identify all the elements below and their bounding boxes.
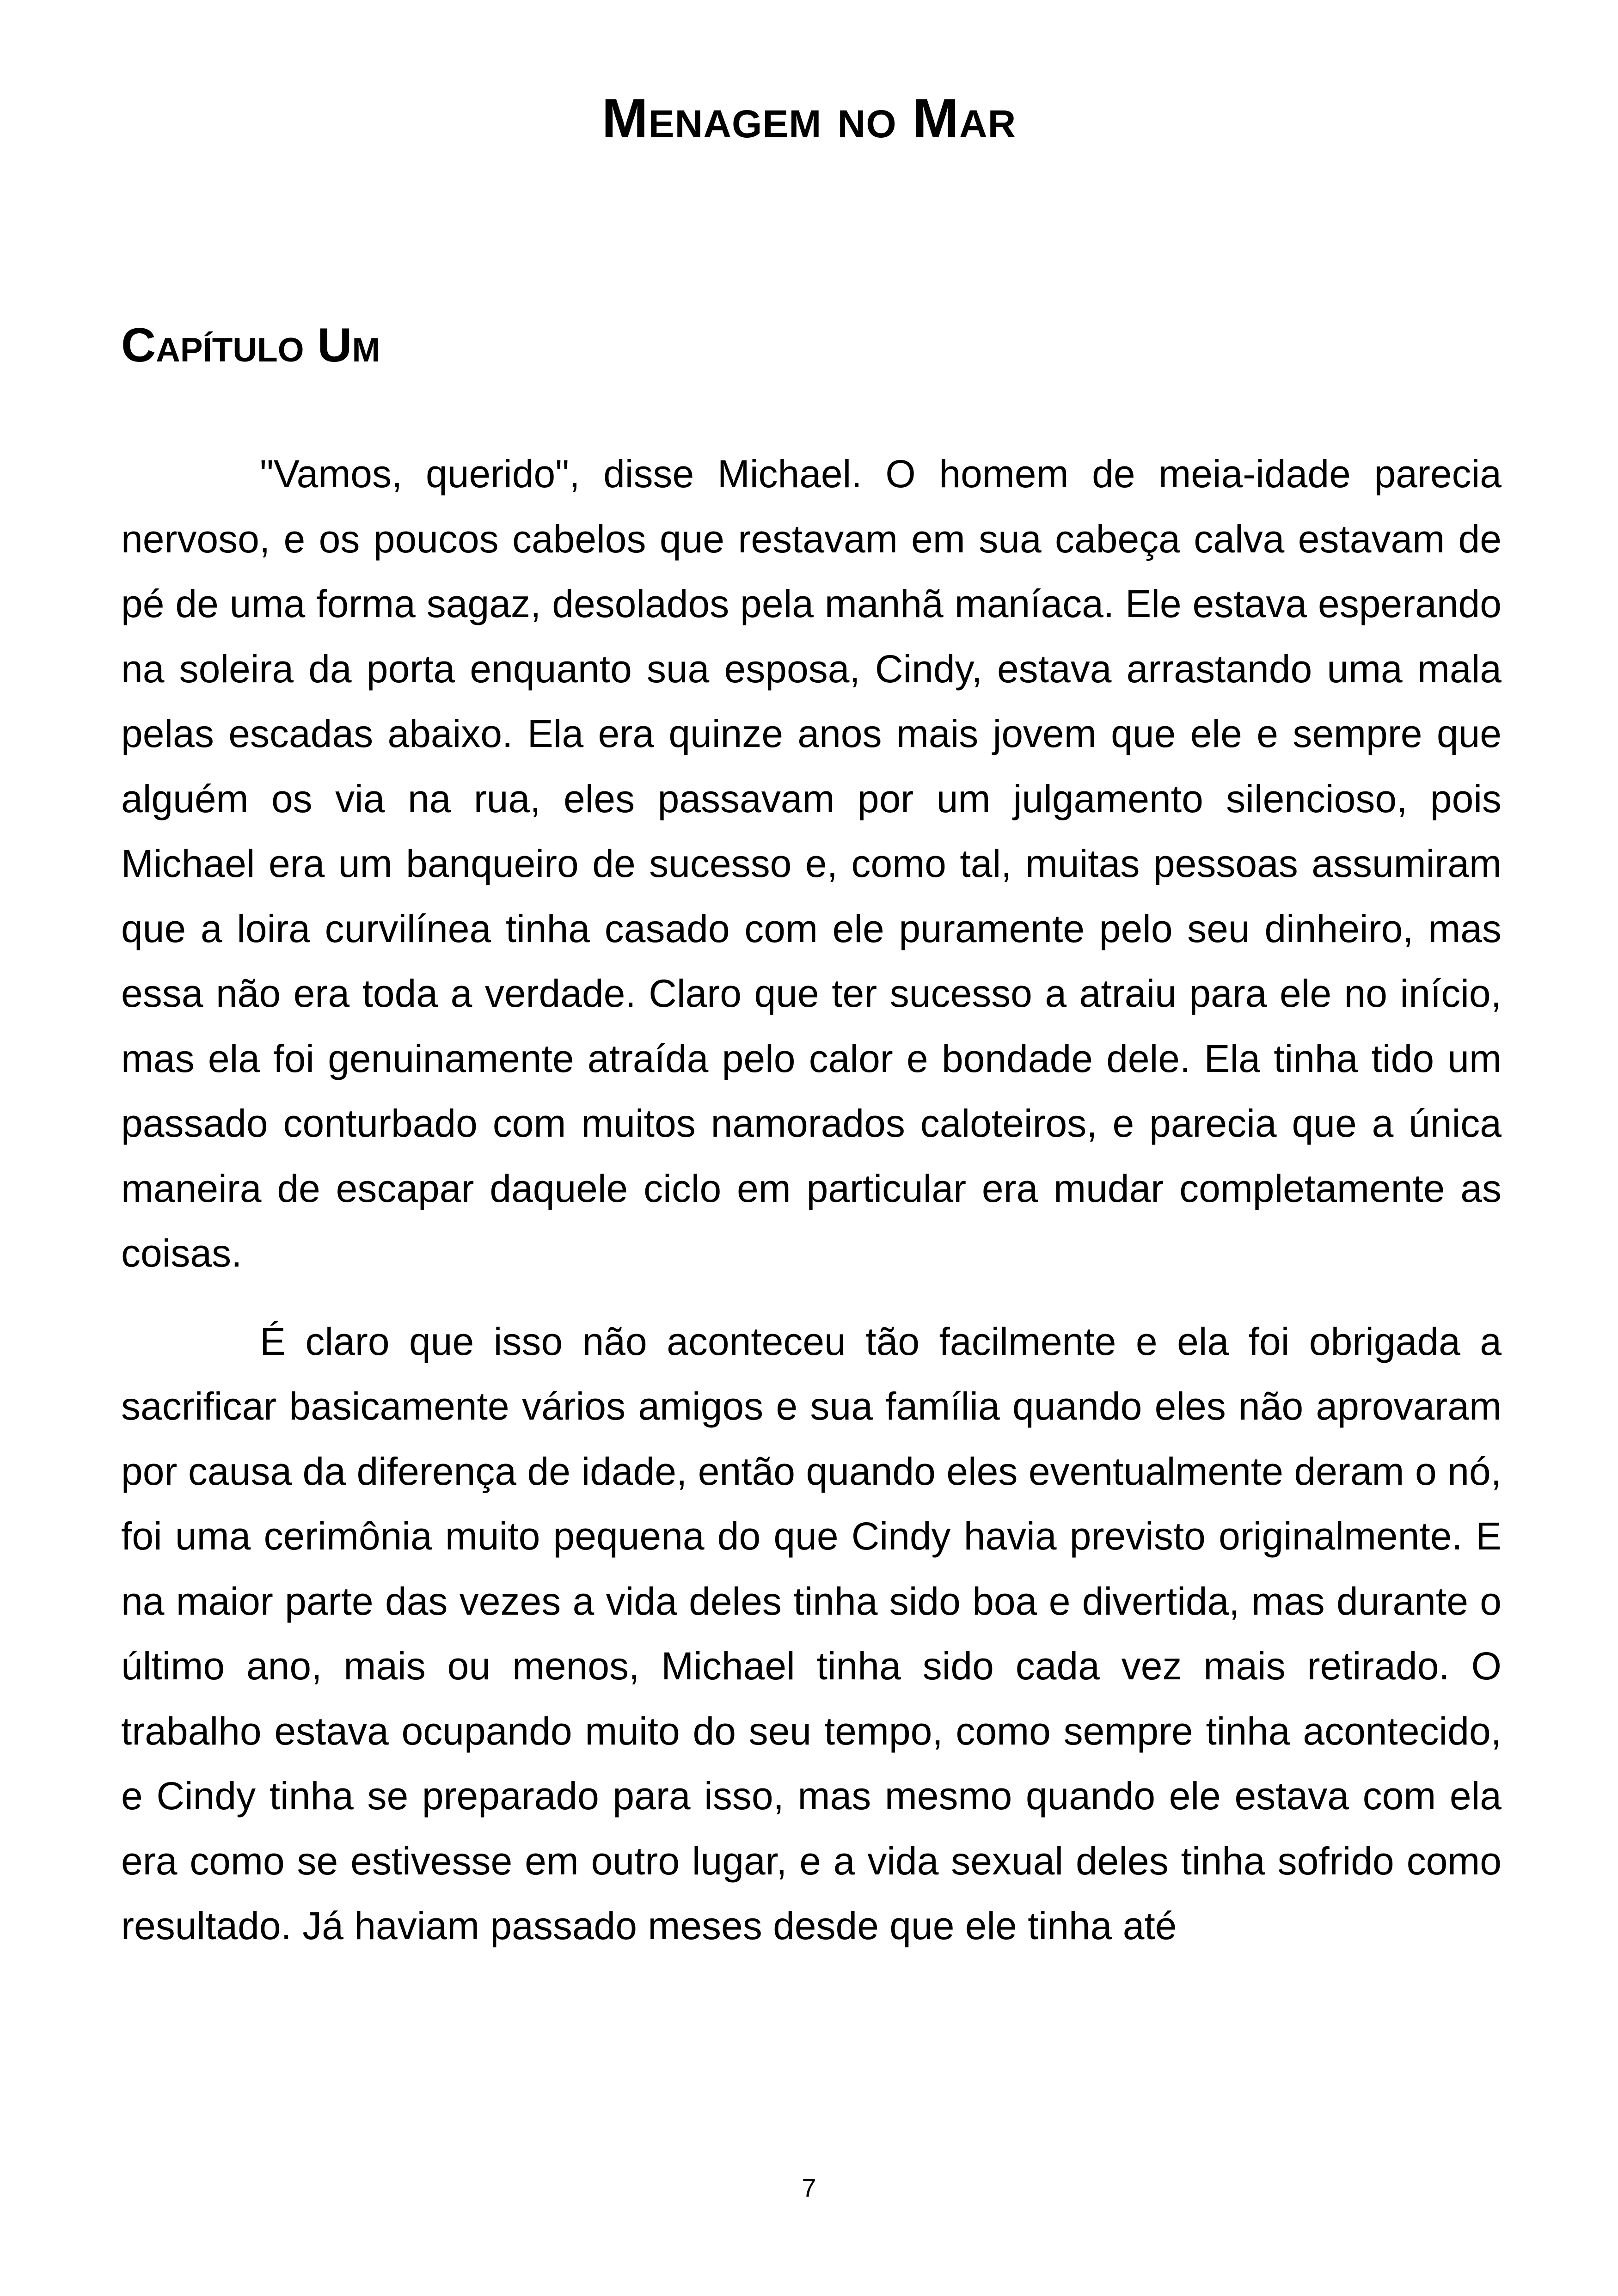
- page-number: 7: [802, 2173, 816, 2202]
- chapter-title: Capítulo Um: [121, 318, 380, 372]
- chapter-body: [121, 441, 1502, 1959]
- book-title: Menagem no Mar: [601, 87, 1017, 149]
- paragraph-2: É claro que isso não aconteceu tão facilmente e ela foi obrigada a sacrificar basicamente vários amigos e sua família quando eles não aprovaram por causa da diferença de idade, então quando eles eventualmente deram o nó, foi uma cerimônia muito pequena do que Cindy havia previsto originalmente. E na maior parte das vezes a vida deles tinha sido boa e divertida, mas durante o último ano, mais ou menos, Michael tinha sido cada vez mais retirado. O trabalho estava ocupando muito do seu tempo, como sempre tinha acontecido, e Cindy tinha se preparado para isso, mas mesmo quando ele estava com ela era como se estivesse em outro lugar, e a vida sexual deles tinha sofrido como resultado. Já haviam passado meses desde que ele tinha até: [121, 1319, 1502, 1947]
- paragraph-1: "Vamos, querido", disse Michael. O homem de meia-idade parecia nervoso, e os poucos cabelos que restavam em sua cabeça calva estavam de pé de uma forma sagaz, desolados pela manhã maníaca. Ele estava esperando na soleira da porta enquanto sua esposa, Cindy, estava arrastando uma mala pelas escadas abaixo. Ela era quinze anos mais jovem que ele e sempre que alguém os via na rua, eles passavam por um julgamento silencioso, pois Michael era um banqueiro de sucesso e, como tal, muitas pessoas assumiram que a loira curvilínea tinha casado com ele puramente pelo seu dinheiro, mas essa não era toda a verdade. Claro que ter sucesso a atraiu para ele no início, mas ela foi genuinamente atraída pelo calor e bondade dele. Ela tinha tido um passado conturbado com muitos namorados caloteiros, e parecia que a única maneira de escapar daquele ciclo em particular era mudar completamente as coisas.: [121, 452, 1502, 1275]
